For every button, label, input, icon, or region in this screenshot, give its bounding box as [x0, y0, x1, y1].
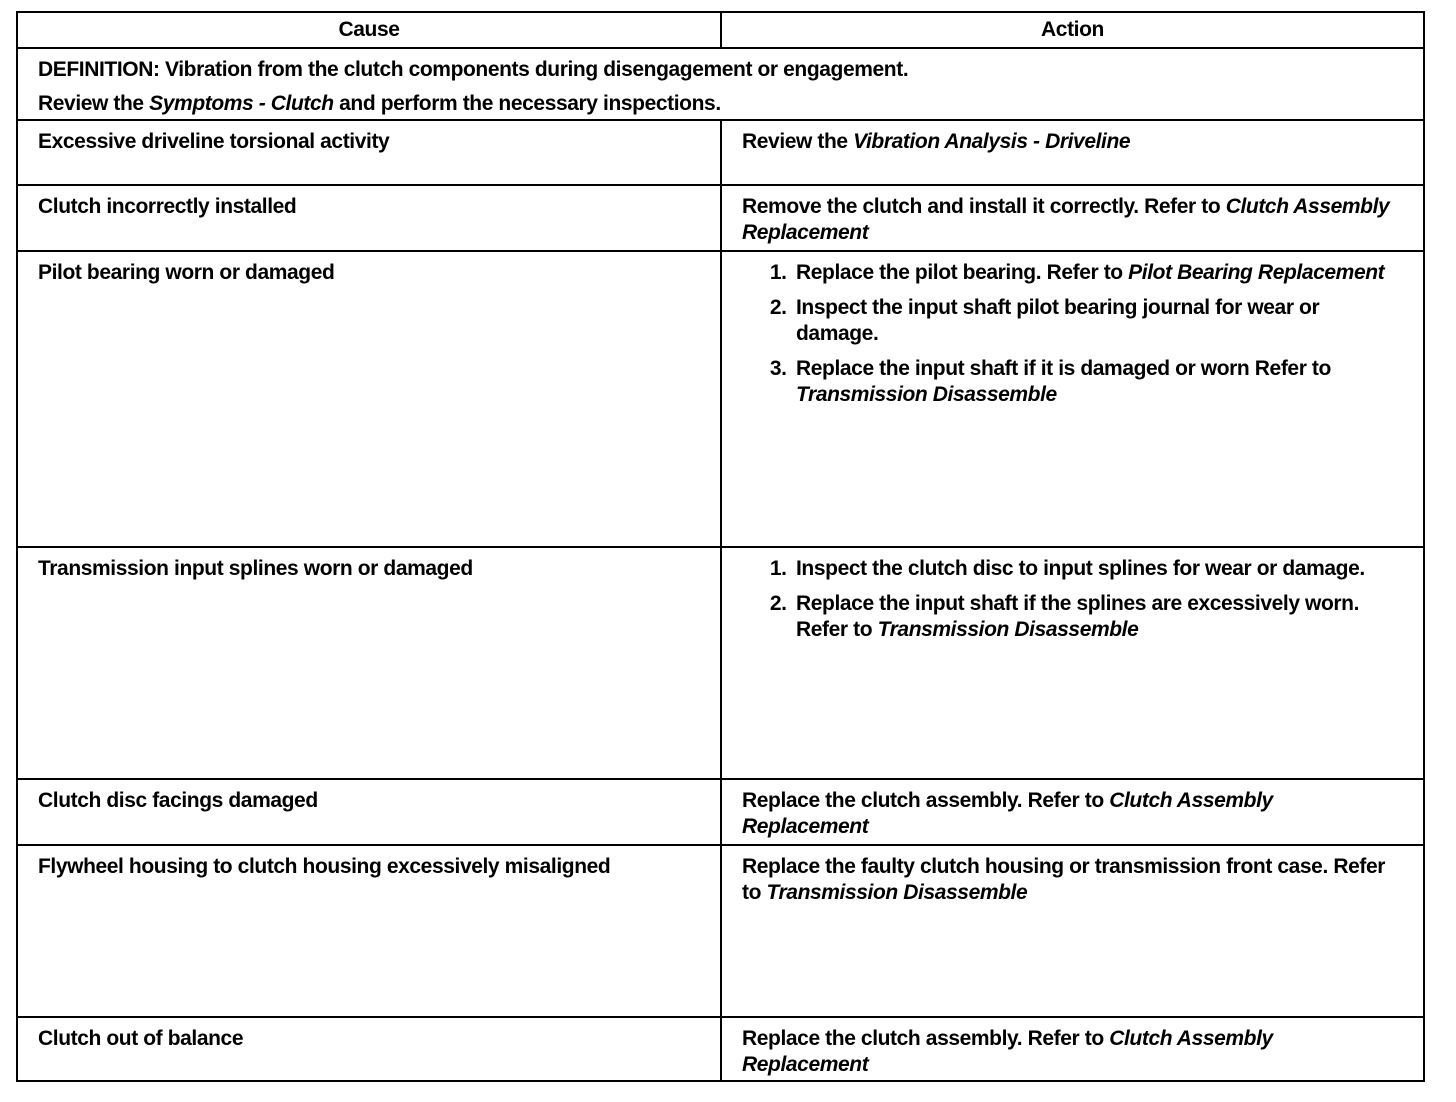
action-step: 1. Replace the pilot bearing. Refer to Pilot Bearing Replacement	[792, 260, 1403, 286]
table-row	[17, 251, 1424, 547]
action-step: 3. Replace the input shaft if it is damaged or worn Refer to Transmission Disassemble	[792, 356, 1403, 408]
action-reference: Clutch Assembly Replacement	[742, 789, 1273, 838]
cause-cell: Clutch disc facings damaged	[17, 779, 721, 845]
action-reference: Transmission Disassemble	[766, 881, 1028, 904]
table-row	[17, 779, 1424, 845]
action-steps-list	[742, 260, 1403, 408]
cause-cell: Transmission input splines worn or damaged	[17, 547, 721, 779]
diagnostic-table	[16, 11, 1425, 1082]
cause-cell: Clutch out of balance	[17, 1017, 721, 1081]
action-column-header: Action	[721, 12, 1424, 48]
action-reference: Vibration Analysis - Driveline	[853, 130, 1131, 153]
action-reference: Transmission Disassemble	[796, 383, 1057, 406]
action-steps-list	[742, 556, 1403, 643]
action-cell: Remove the clutch and install it correctly. Refer to Clutch Assembly Replacement	[721, 185, 1424, 251]
action-reference: Clutch Assembly Replacement	[742, 195, 1390, 244]
table-row	[17, 120, 1424, 185]
definition-text: DEFINITION: Vibration from the clutch components during disengagement or engagement.	[38, 58, 909, 81]
action-step: 2. Inspect the input shaft pilot bearing journal for wear or damage.	[792, 295, 1403, 347]
table-row	[17, 845, 1424, 1017]
cause-cell: Pilot bearing worn or damaged	[17, 251, 721, 547]
action-cell: Replace the faulty clutch housing or transmission front case. Refer to Transmission Disassemble	[721, 845, 1424, 1017]
action-cell: Replace the clutch assembly. Refer to Clutch Assembly Replacement	[721, 1017, 1424, 1081]
table-row	[17, 1017, 1424, 1081]
cause-cell: Clutch incorrectly installed	[17, 185, 721, 251]
action-cell	[721, 547, 1424, 779]
symptoms-reference: Symptoms - Clutch	[149, 92, 334, 115]
cause-cell: Flywheel housing to clutch housing excessively misaligned	[17, 845, 721, 1017]
cause-cell: Excessive driveline torsional activity	[17, 120, 721, 185]
action-step: 1. Inspect the clutch disc to input splines for wear or damage.	[792, 556, 1403, 582]
action-reference: Pilot Bearing Replacement	[1128, 261, 1385, 284]
action-cell: Replace the clutch assembly. Refer to Clutch Assembly Replacement	[721, 779, 1424, 845]
definition-row	[17, 48, 1424, 120]
action-step: 2. Replace the input shaft if the splines are excessively worn. Refer to Transmission Disassemble	[792, 591, 1403, 643]
action-reference: Clutch Assembly Replacement	[742, 1027, 1273, 1076]
action-cell	[721, 251, 1424, 547]
review-instruction: Review the Symptoms - Clutch and perform the necessary inspections.	[38, 92, 721, 115]
definition-cell	[17, 48, 1424, 120]
cause-column-header: Cause	[17, 12, 721, 48]
table-header-row	[17, 12, 1424, 48]
action-cell: Review the Vibration Analysis - Driveline	[721, 120, 1424, 185]
action-reference: Transmission Disassemble	[877, 618, 1139, 641]
table-row	[17, 185, 1424, 251]
table-row	[17, 547, 1424, 779]
